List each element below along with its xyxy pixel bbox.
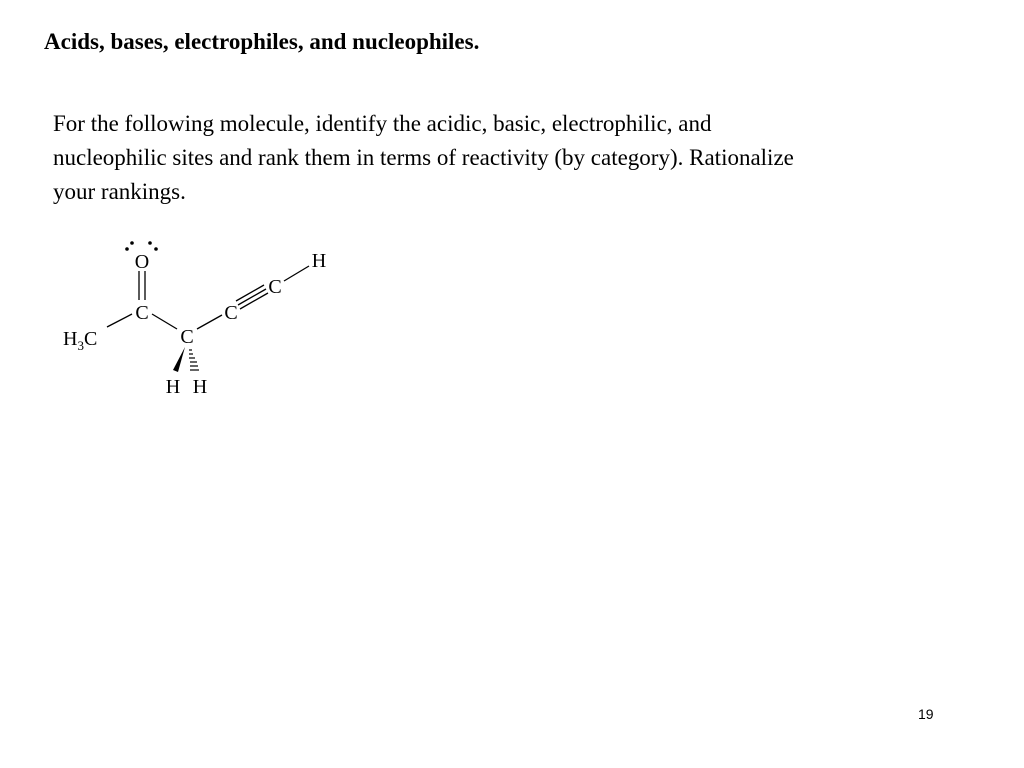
atom-methyl-group [63, 328, 97, 353]
single-bond-carbonyl-ch2 [152, 314, 177, 329]
atom-ch2-carbon: C [180, 326, 194, 348]
prompt-line-2: nucleophilic sites and rank them in terms of reactivity (by category). Rationalize [53, 145, 794, 170]
atom-alkyne-carbon-1: C [224, 302, 238, 324]
single-bond-methyl [107, 314, 132, 327]
page-number: 19 [918, 706, 934, 722]
methyl-subscript: 3 [77, 338, 84, 353]
atom-alkyne-carbon-2: C [268, 276, 282, 298]
molecule-structure [0, 0, 420, 420]
prompt-line-3: your rankings. [53, 179, 186, 204]
atom-carbonyl-carbon: C [135, 302, 149, 324]
lone-pair-dot [125, 247, 129, 251]
lone-pair-dot [130, 241, 134, 245]
slide-title: Acids, bases, electrophiles, and nucleophiles. [44, 29, 480, 54]
methyl-h: H [63, 328, 78, 350]
lone-pair-dot [154, 247, 158, 251]
wedge-bond [173, 347, 185, 372]
single-bond-ch2-alkyne [197, 315, 222, 329]
prompt-line-1: For the following molecule, identify the acidic, basic, electrophilic, and [53, 111, 712, 136]
atom-hydrogen-hash: H [192, 376, 208, 398]
methyl-c: C [83, 328, 98, 350]
atom-hydrogen-wedge: H [165, 376, 181, 398]
hashed-bond [189, 350, 199, 370]
atom-oxygen: O [134, 251, 150, 273]
single-bond-terminal-h [284, 266, 309, 281]
lone-pair-dot [148, 241, 152, 245]
atom-terminal-hydrogen: H [311, 250, 327, 272]
